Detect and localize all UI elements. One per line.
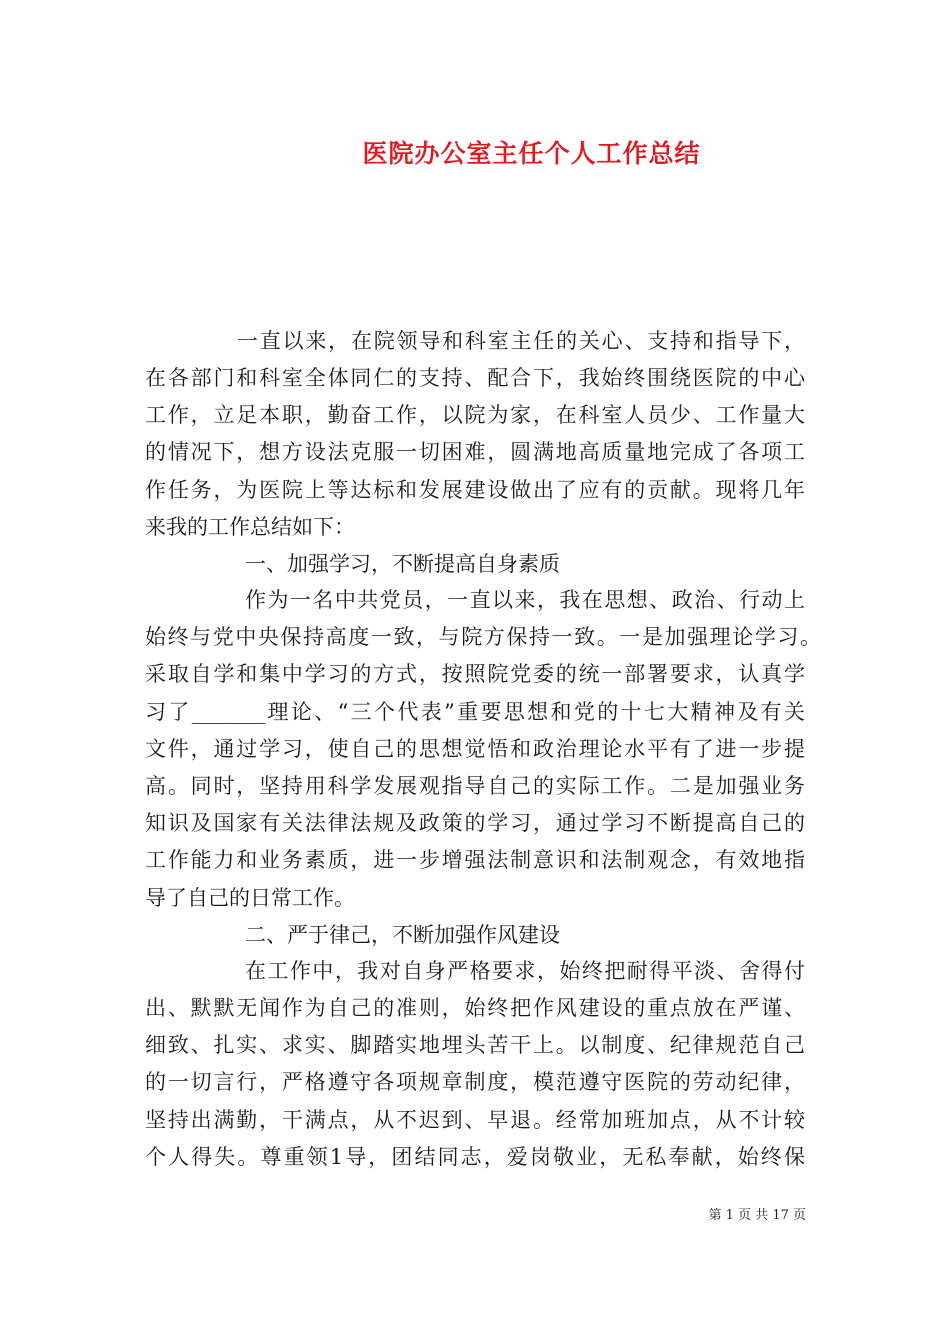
paragraph-line: 高。同时，坚持用科学发展观指导自己的实际工作。二是加强业务: [145, 774, 805, 798]
paragraph-line: 来我的工作总结如下：: [145, 515, 355, 539]
page-number: 第 1 页 共 17 页: [708, 1208, 806, 1223]
paragraph-line: 在各部门和科室全体同仁的支持、配合下，我始终围绕医院的中心: [145, 366, 805, 390]
paragraph-line: 在工作中，我对自身严格要求，始终把耐得平淡、舍得付: [245, 959, 805, 983]
paragraph-line: 工作，立足本职，勤奋工作，以院为家，在科室人员少、工作量大: [145, 403, 805, 427]
paragraph-line: 作任务，为医院上等达标和发展建设做出了应有的贡献。现将几年: [145, 478, 805, 502]
paragraph-line: 工作能力和业务素质，进一步增强法制意识和法制观念，有效地指: [145, 848, 805, 872]
paragraph-line: 作为一名中共党员，一直以来，我在思想、政治、行动上: [245, 588, 805, 612]
paragraph-line: 采取自学和集中学习的方式，按照院党委的统一部署要求，认真学: [145, 662, 805, 686]
paragraph-line: 出、默默无闻作为自己的准则，始终把作风建设的重点放在严谨、: [145, 996, 805, 1020]
paragraph-line: 坚持出满勤，干满点，从不迟到、早退。经常加班加点，从不计较: [145, 1108, 805, 1132]
paragraph-line: 始终与党中央保持高度一致，与院方保持一致。一是加强理论学习。: [145, 625, 821, 649]
paragraph-line: 细致、扎实、求实、脚踏实地埋头苦干上。以制度、纪律规范自己: [145, 1033, 805, 1057]
document-title: 医院办公室主任个人工作总结: [362, 139, 701, 168]
paragraph-line: 一直以来，在院领导和科室主任的关心、支持和指导下，: [237, 329, 805, 353]
paragraph-line: 导了自己的日常工作。: [145, 886, 355, 910]
paragraph-line: 个人得失。尊重领1导，团结同志，爱岗敬业，无私奉献，始终保: [145, 1145, 805, 1169]
paragraph-line: 习了_______理论、“三个代表”重要思想和党的十七大精神及有关: [145, 700, 805, 724]
section-heading: 一、加强学习，不断提高自身素质: [245, 552, 560, 576]
section-heading: 二、严于律己，不断加强作风建设: [245, 923, 560, 947]
paragraph-line: 知识及国家有关法律法规及政策的学习，通过学习不断提高自己的: [145, 811, 805, 835]
paragraph-line: 文件，通过学习，使自己的思想觉悟和政治理论水平有了进一步提: [145, 737, 805, 761]
paragraph-line: 的一切言行，严格遵守各项规章制度，模范遵守医院的劳动纪律，: [145, 1070, 805, 1094]
paragraph-line: 的情况下，想方设法克服一切困难，圆满地高质量地完成了各项工: [145, 440, 805, 464]
